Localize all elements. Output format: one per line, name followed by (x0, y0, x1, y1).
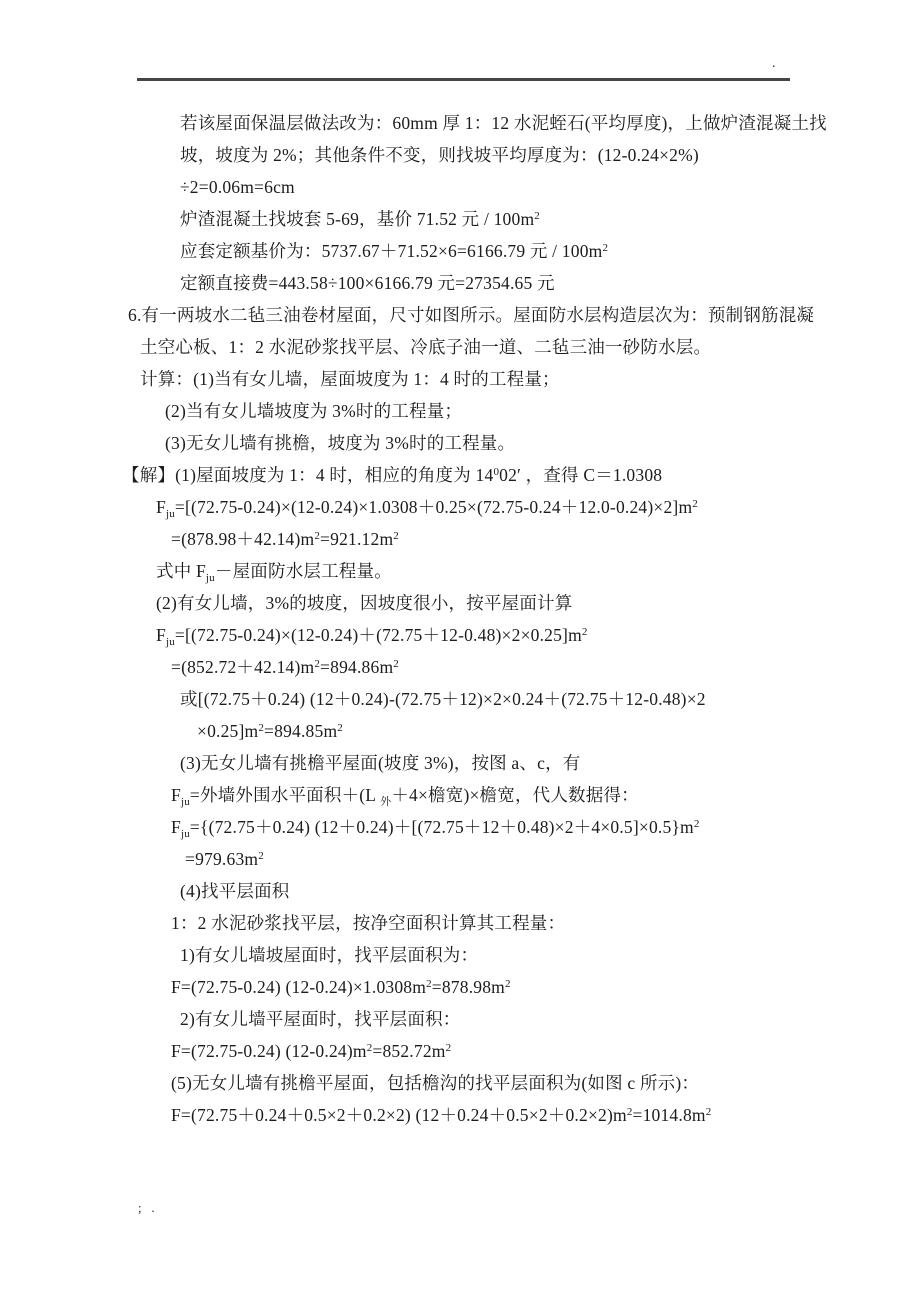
text-line: 1)有女儿墙坡屋面时，找平层面积为： (180, 945, 479, 965)
text-line: 若该屋面保温层做法改为：60mm 厚 1：12 水泥蛭石(平均厚度)，上做炉渣混凝土找 (180, 113, 827, 133)
text-line: $=(852.72+42.14)m^2=894.86m^2$ (171, 657, 399, 677)
text-line: ÷2=0.06m=6cm (180, 177, 295, 197)
text-line: (5)无女儿墙有挑檐平屋面，包括檐沟的找平层面积为(如图 c 所示)： (171, 1073, 700, 1093)
text-line: $F_{ju}=[(72.75-0.24)\times(12-0.24)\times 1.0308+0.25\times(72.75-0.24+12.0-0.24)\times 2]m^2$ (156, 497, 698, 520)
header-dot-mark: . (772, 56, 776, 71)
text-line: 2)有女儿墙平屋面时，找平层面积： (180, 1009, 461, 1029)
text-line: $F_{ju}=\{(72.75+0.24)$ $(12+0.24)+[(72.75+12+0.48)\times 2+4\times 0.5]\times 0.5\}m^2$ (171, 817, 700, 840)
text-line: 坡，坡度为 2%；其他条件不变，则找坡平均厚度为：(12-0.24×2%) (180, 145, 699, 165)
text-line: 定额直接费=443.58÷100×6166.79 元=27354.65 元 (180, 273, 555, 293)
text-line: 6.有一两坡水二毡三油卷材屋面，尺寸如图所示。屋面防水层构造层次为：预制钢筋混凝 (128, 305, 815, 325)
text-line: 或[(72.75＋0.24) (12＋0.24)-(72.75＋12)×2×0.24＋(72.75＋12-0.48)×2 (180, 689, 706, 709)
text-line: (3)无女儿墙有挑檐平屋面(坡度 3%)，按图 a、c，有 (180, 753, 581, 773)
text-line: F=(72.75-0.24) $(12-0.24)\times 1.0308m^2=878.98m^2$ (171, 977, 511, 997)
text-line: 1：2 水泥砂浆找平层，按净空面积计算其工程量： (171, 913, 566, 933)
footer-punctuation-marks: ; . (138, 1200, 155, 1215)
document-body (0, 107, 920, 1131)
text-line: $=(878.98+42.14)m^2=921.12m^2$ (171, 529, 399, 549)
text-line: (4)找平层面积 (180, 881, 290, 901)
text-line: (2)当有女儿墙坡度为 3%时的工程量； (165, 401, 463, 421)
text-line: 【解】(1)屋面坡度为 1：4 时，相应的角度为 $14^002'$ ，查得 C＝1.0308 (122, 465, 663, 485)
text-line: 土空心板、1：2 水泥砂浆找平层、冷底子油一道、二毡三油一砂防水层。 (140, 337, 712, 357)
text-line: $=979.63m^2$ (185, 849, 264, 869)
text-line: (2)有女儿墙，3%的坡度，因坡度很小，按平屋面计算 (156, 593, 573, 613)
text-line: F=(72.75＋0.24＋0.5×2＋0.2×2) $(12+0.24+0.5\times 2+0.2\times 2)m^2=1014.8m^2$ (171, 1105, 712, 1125)
text-line: $\times 0.25]m^2=894.85m^2$ (197, 721, 343, 741)
text-line: 式中 $F_{ju}-$屋面防水层工程量。 (156, 561, 392, 584)
text-line: $F_{ju}=$外墙外围水平面积＋(L $_外$＋4×檐宽)×檐宽，代人数据得： (171, 785, 639, 808)
text-line: 计算：(1)当有女儿墙，屋面坡度为 1：4 时的工程量； (140, 369, 560, 389)
header-rule (137, 78, 790, 81)
text-line: $F_{ju}=[(72.75-0.24)\times(12-0.24)+(72.75+12-0.48)\times 2\times 0.25]m^2$ (156, 625, 588, 648)
text-line: 应套定额基价为：5737.67＋71.52×6=6166.79 元 / $100m^2$ (180, 241, 609, 261)
text-line: (3)无女儿墙有挑檐，坡度为 3%时的工程量。 (165, 433, 516, 453)
text-line: F=(72.75-0.24) $(12-0.24)m^2=852.72m^2$ (171, 1041, 452, 1061)
text-line: 炉渣混凝土找坡套 5-69，基价 71.52 元 / $100m^2$ (180, 209, 540, 229)
